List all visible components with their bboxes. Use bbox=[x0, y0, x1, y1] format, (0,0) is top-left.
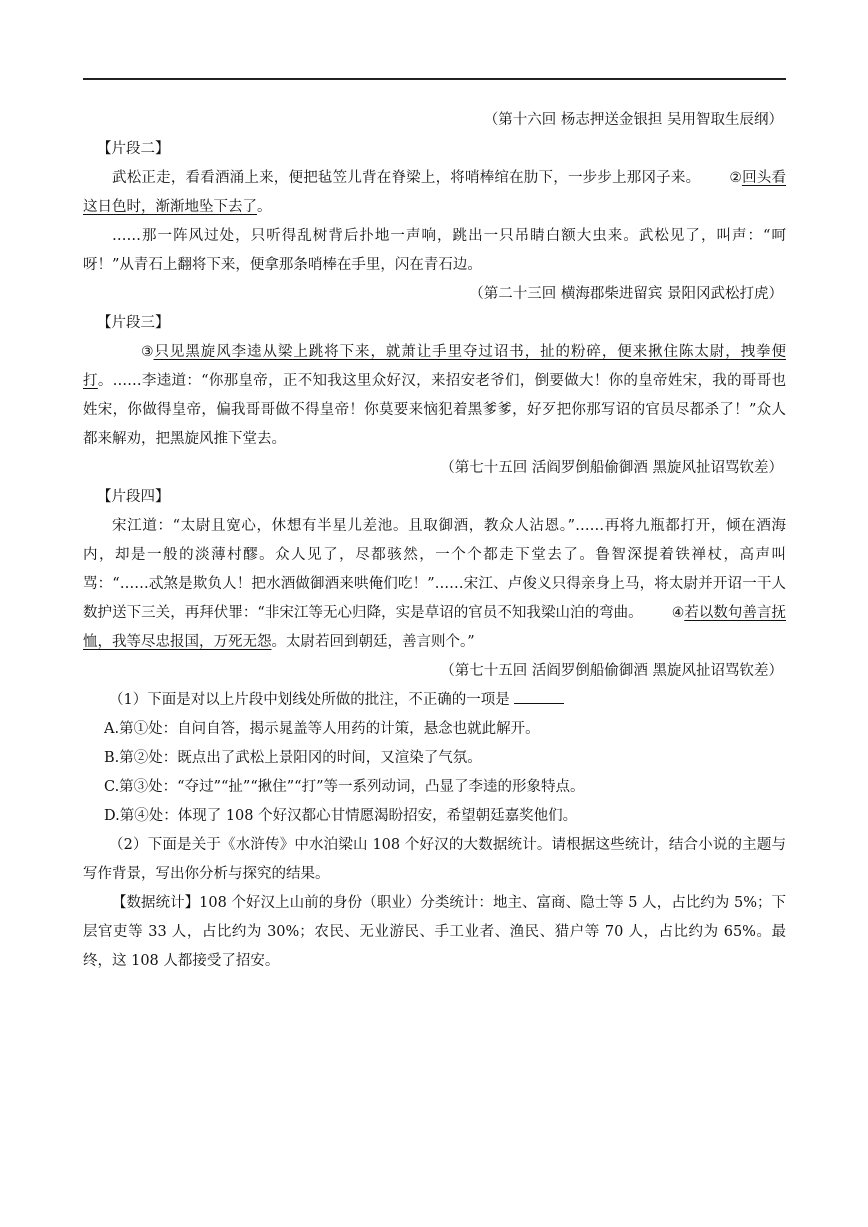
header-rule bbox=[83, 78, 786, 80]
source-citation-1: （第十六回 杨志押送金银担 吴用智取生辰纲） bbox=[483, 112, 783, 128]
question-2-stem: （2）下面是关于《水浒传》中水泊梁山 108 个好汉的大数据统计。请根据这些统计，结合小说的主题与写作背景，写出你分析与探究的结果。 bbox=[83, 837, 786, 882]
segment-2-heading: 【片段二】 bbox=[97, 141, 170, 157]
segment-2-text: 武松正走，看看酒涌上来，便把毡笠儿背在脊梁上，将哨棒绾在肋下，一步步上那冈子来。 bbox=[112, 170, 701, 186]
circled-number-2: ② bbox=[729, 170, 742, 186]
segment-2-paragraph-2: ……那一阵风过处，只听得乱树背后扑地一声响，跳出一只吊睛白额大虫来。武松见了，叫声：“呵呀！”从青石上翻将下来，便拿那条哨棒在手里，闪在青石边。 bbox=[83, 228, 786, 273]
segment-4-text: 宋江道：“太尉且宽心，休想有半星儿差池。且取御酒，教众人沾恩。”……再将九瓶都打开，倾在酒海内，却是一般的淡薄村醪。众人见了，尽都骇然，一个个都走下堂去了。鲁智深提着铁禅杖，高声叫骂：“……忒煞是欺负人！把水酒做御酒来哄俺们吃！”……宋江、卢俊义只得亲身上马，将太尉并开诏一干人数护送下三关，再拜伏罪：“非宋江等无心归降，实是草诏的官员不知我梁山泊的弯曲。 bbox=[83, 518, 786, 621]
underlined-text-2: 回头看这日色时，渐渐地坠下去了 bbox=[83, 170, 786, 215]
segment-4-paragraph-1 bbox=[83, 512, 786, 657]
circled-number-3: ③ bbox=[141, 344, 154, 360]
source-citation-2: （第二十三回 横海郡柴进留宾 景阳冈武松打虎） bbox=[469, 286, 783, 302]
option-b: B.第②处：既点出了武松上景阳冈的时间，又渲染了气氛。 bbox=[104, 750, 482, 766]
passage-content bbox=[83, 106, 786, 976]
data-statistics-paragraph: 【数据统计】108 个好汉上山前的身份（职业）分类统计：地主、富商、隐士等 5 人，占比约为 5%；下层官吏等 33 人，占比约为 30%；农民、无业游民、手工业者、渔民、猎户等 70 人，占比约为 65%。最终，这 108 人都接受了招安。 bbox=[83, 895, 786, 969]
segment-3-paragraph-1 bbox=[83, 338, 786, 454]
segment-4-text-end: 。太尉若回到朝廷，善言则个。” bbox=[271, 634, 475, 650]
question-1-stem bbox=[83, 686, 786, 715]
option-c: C.第③处：“夺过”“扯”“揪住”“打”等一系列动词，凸显了李逵的形象特点。 bbox=[104, 779, 585, 795]
answer-blank[interactable] bbox=[514, 688, 564, 704]
source-citation-3: （第七十五回 活阎罗倒船偷御酒 黑旋风扯诏骂钦差） bbox=[440, 460, 783, 476]
underlined-text-3: 只见黑旋风李逵从梁上跳将下来，就萧让手里夺过诏书，扯的粉碎，便来揪住陈太尉，拽拳便打 bbox=[83, 344, 786, 389]
option-d: D.第④处：体现了 108 个好汉都心甘情愿渴盼招安，希望朝廷嘉奖他们。 bbox=[104, 808, 578, 824]
segment-3-text: 。……李逵道：“你那皇帝，正不知我这里众好汉，来招安老爷们，倒要做大！你的皇帝姓宋，我的哥哥也姓宋，你做得皇帝，偏我哥哥做不得皇帝！你莫要来恼犯着黑爹爹，好歹把你那写诏的官员尽都杀了！”众人都来解劝，把黑旋风推下堂去。 bbox=[83, 373, 786, 447]
segment-2-paragraph-1 bbox=[83, 164, 786, 222]
circled-number-4: ④ bbox=[671, 605, 685, 621]
option-a: A.第①处：自问自答，揭示晁盖等人用药的计策，悬念也就此解开。 bbox=[104, 721, 540, 737]
question-1-text: （1）下面是对以上片段中划线处所做的批注，不正确的一项是 bbox=[109, 692, 510, 708]
segment-3-heading: 【片段三】 bbox=[97, 315, 170, 331]
source-citation-4: （第七十五回 活阎罗倒船偷御酒 黑旋风扯诏骂钦差） bbox=[440, 663, 783, 679]
segment-4-heading: 【片段四】 bbox=[97, 489, 170, 505]
segment-2-text-end: 。 bbox=[257, 199, 272, 215]
underlined-text-4: 若以数句善言抚恤，我等尽忠报国，万死无怨 bbox=[83, 605, 786, 650]
